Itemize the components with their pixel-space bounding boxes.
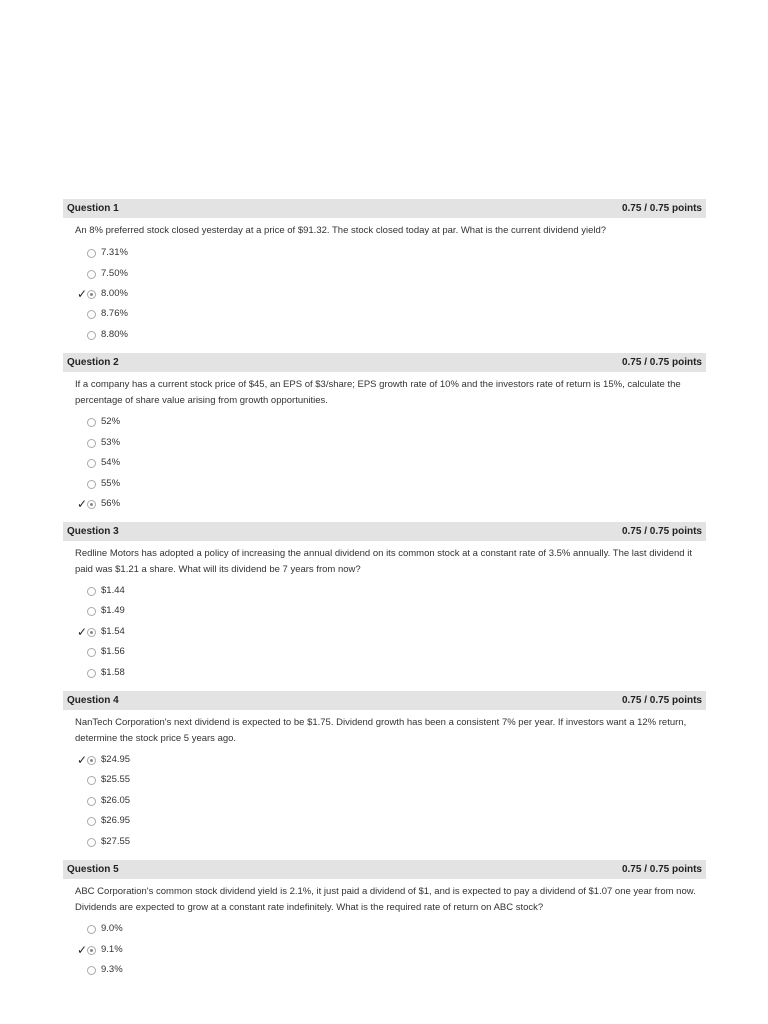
radio-button[interactable]	[87, 925, 96, 934]
answer-label: 8.00%	[101, 288, 128, 299]
answer-option[interactable]	[75, 456, 275, 472]
answer-option[interactable]	[75, 835, 275, 851]
question-title: Question 1	[67, 203, 119, 214]
answer-option[interactable]	[75, 604, 275, 620]
answer-label: 9.1%	[101, 944, 123, 955]
checkmark-icon: ✓	[77, 625, 88, 639]
question-1-header	[63, 199, 706, 218]
answer-label: 9.3%	[101, 964, 123, 975]
answer-label: 8.76%	[101, 308, 128, 319]
checkmark-icon: ✓	[77, 943, 88, 957]
answer-label: 7.50%	[101, 268, 128, 279]
answer-label: $1.49	[101, 605, 125, 616]
answer-label: $27.55	[101, 836, 131, 847]
question-score: 0.75 / 0.75 points	[621, 357, 702, 368]
radio-button[interactable]	[87, 817, 96, 826]
radio-button-selected[interactable]	[87, 946, 96, 955]
question-2-text: If a company has a current stock price of $45, an EPS of $3/share; EPS growth rate of 10% and the investors rate of return is 15%, calculate the percentage of share value arising from growth opportunities.	[75, 379, 681, 406]
answer-option[interactable]	[75, 246, 275, 262]
radio-button[interactable]	[87, 249, 96, 258]
checkmark-icon: ✓	[77, 497, 88, 511]
answer-option[interactable]	[75, 415, 275, 431]
answer-label: $1.56	[101, 646, 125, 657]
answer-option[interactable]	[75, 477, 275, 493]
question-title: Question 3	[67, 526, 119, 537]
answer-option[interactable]	[75, 307, 275, 323]
radio-button-selected[interactable]	[87, 290, 96, 299]
answer-label: $26.05	[101, 795, 131, 806]
question-score: 0.75 / 0.75 points	[621, 526, 702, 537]
radio-button[interactable]	[87, 966, 96, 975]
answer-option[interactable]	[75, 287, 275, 303]
answer-label: 55%	[101, 478, 121, 489]
radio-button[interactable]	[87, 648, 96, 657]
question-3-text: Redline Motors has adopted a policy of increasing the annual dividend on its common stock at a constant rate of 3.5% annually. The last dividend it paid was $1.21 a share. What will its dividend be 7 years from now?	[75, 548, 692, 575]
answer-option[interactable]	[75, 794, 275, 810]
radio-button[interactable]	[87, 797, 96, 806]
checkmark-icon: ✓	[77, 287, 88, 301]
answer-label: $1.44	[101, 585, 125, 596]
question-5-header	[63, 860, 706, 879]
answer-option[interactable]	[75, 436, 275, 452]
answer-label: $1.58	[101, 667, 125, 678]
question-title: Question 4	[67, 695, 119, 706]
answer-option[interactable]	[75, 584, 275, 600]
answer-label: 7.31%	[101, 247, 128, 258]
answer-label: 56%	[101, 498, 121, 509]
answer-option[interactable]	[75, 753, 275, 769]
radio-button[interactable]	[87, 439, 96, 448]
radio-button-selected[interactable]	[87, 628, 96, 637]
answer-option[interactable]	[75, 963, 275, 979]
answer-label: 52%	[101, 416, 121, 427]
answer-label: 53%	[101, 437, 121, 448]
radio-button[interactable]	[87, 838, 96, 847]
answer-label: $24.95	[101, 754, 131, 765]
question-2-header	[63, 353, 706, 372]
question-3-header	[63, 522, 706, 541]
answer-option[interactable]	[75, 814, 275, 830]
answer-option[interactable]	[75, 625, 275, 641]
radio-button[interactable]	[87, 270, 96, 279]
answer-label: 9.0%	[101, 923, 123, 934]
answer-option[interactable]	[75, 328, 275, 344]
answer-option[interactable]	[75, 666, 275, 682]
answer-label: 8.80%	[101, 329, 128, 340]
answer-label: $25.55	[101, 774, 131, 785]
answer-option[interactable]	[75, 645, 275, 661]
answer-option[interactable]	[75, 773, 275, 789]
answer-label: $1.54	[101, 626, 125, 637]
radio-button[interactable]	[87, 331, 96, 340]
question-4-header	[63, 691, 706, 710]
radio-button-selected[interactable]	[87, 500, 96, 509]
radio-button[interactable]	[87, 459, 96, 468]
radio-button-selected[interactable]	[87, 756, 96, 765]
question-4-text: NanTech Corporation's next dividend is expected to be $1.75. Dividend growth has been a consistent 7% per year. If investors want a 12% return, determine the stock price 5 years ago.	[75, 717, 687, 744]
radio-button[interactable]	[87, 776, 96, 785]
radio-button[interactable]	[87, 480, 96, 489]
question-1-text: An 8% preferred stock closed yesterday at a price of $91.32. The stock closed today at par. What is the current dividend yield?	[75, 225, 607, 236]
radio-button[interactable]	[87, 669, 96, 678]
question-score: 0.75 / 0.75 points	[621, 695, 702, 706]
answer-option[interactable]	[75, 497, 275, 513]
answer-label: 54%	[101, 457, 121, 468]
radio-button[interactable]	[87, 587, 96, 596]
answer-option[interactable]	[75, 922, 275, 938]
question-score: 0.75 / 0.75 points	[621, 203, 702, 214]
answer-option[interactable]	[75, 267, 275, 283]
answer-label: $26.95	[101, 815, 131, 826]
question-5-text: ABC Corporation's common stock dividend yield is 2.1%, it just paid a dividend of $1, and is expected to pay a dividend of $1.07 one year from now. Dividends are expected to grow at a constant rate indefinitely. What is the required rate of return on ABC stock?	[75, 886, 696, 913]
question-title: Question 2	[67, 357, 119, 368]
question-title: Question 5	[67, 864, 119, 875]
question-score: 0.75 / 0.75 points	[621, 864, 702, 875]
checkmark-icon: ✓	[77, 753, 88, 767]
answer-option[interactable]	[75, 943, 275, 959]
radio-button[interactable]	[87, 418, 96, 427]
radio-button[interactable]	[87, 607, 96, 616]
radio-button[interactable]	[87, 310, 96, 319]
